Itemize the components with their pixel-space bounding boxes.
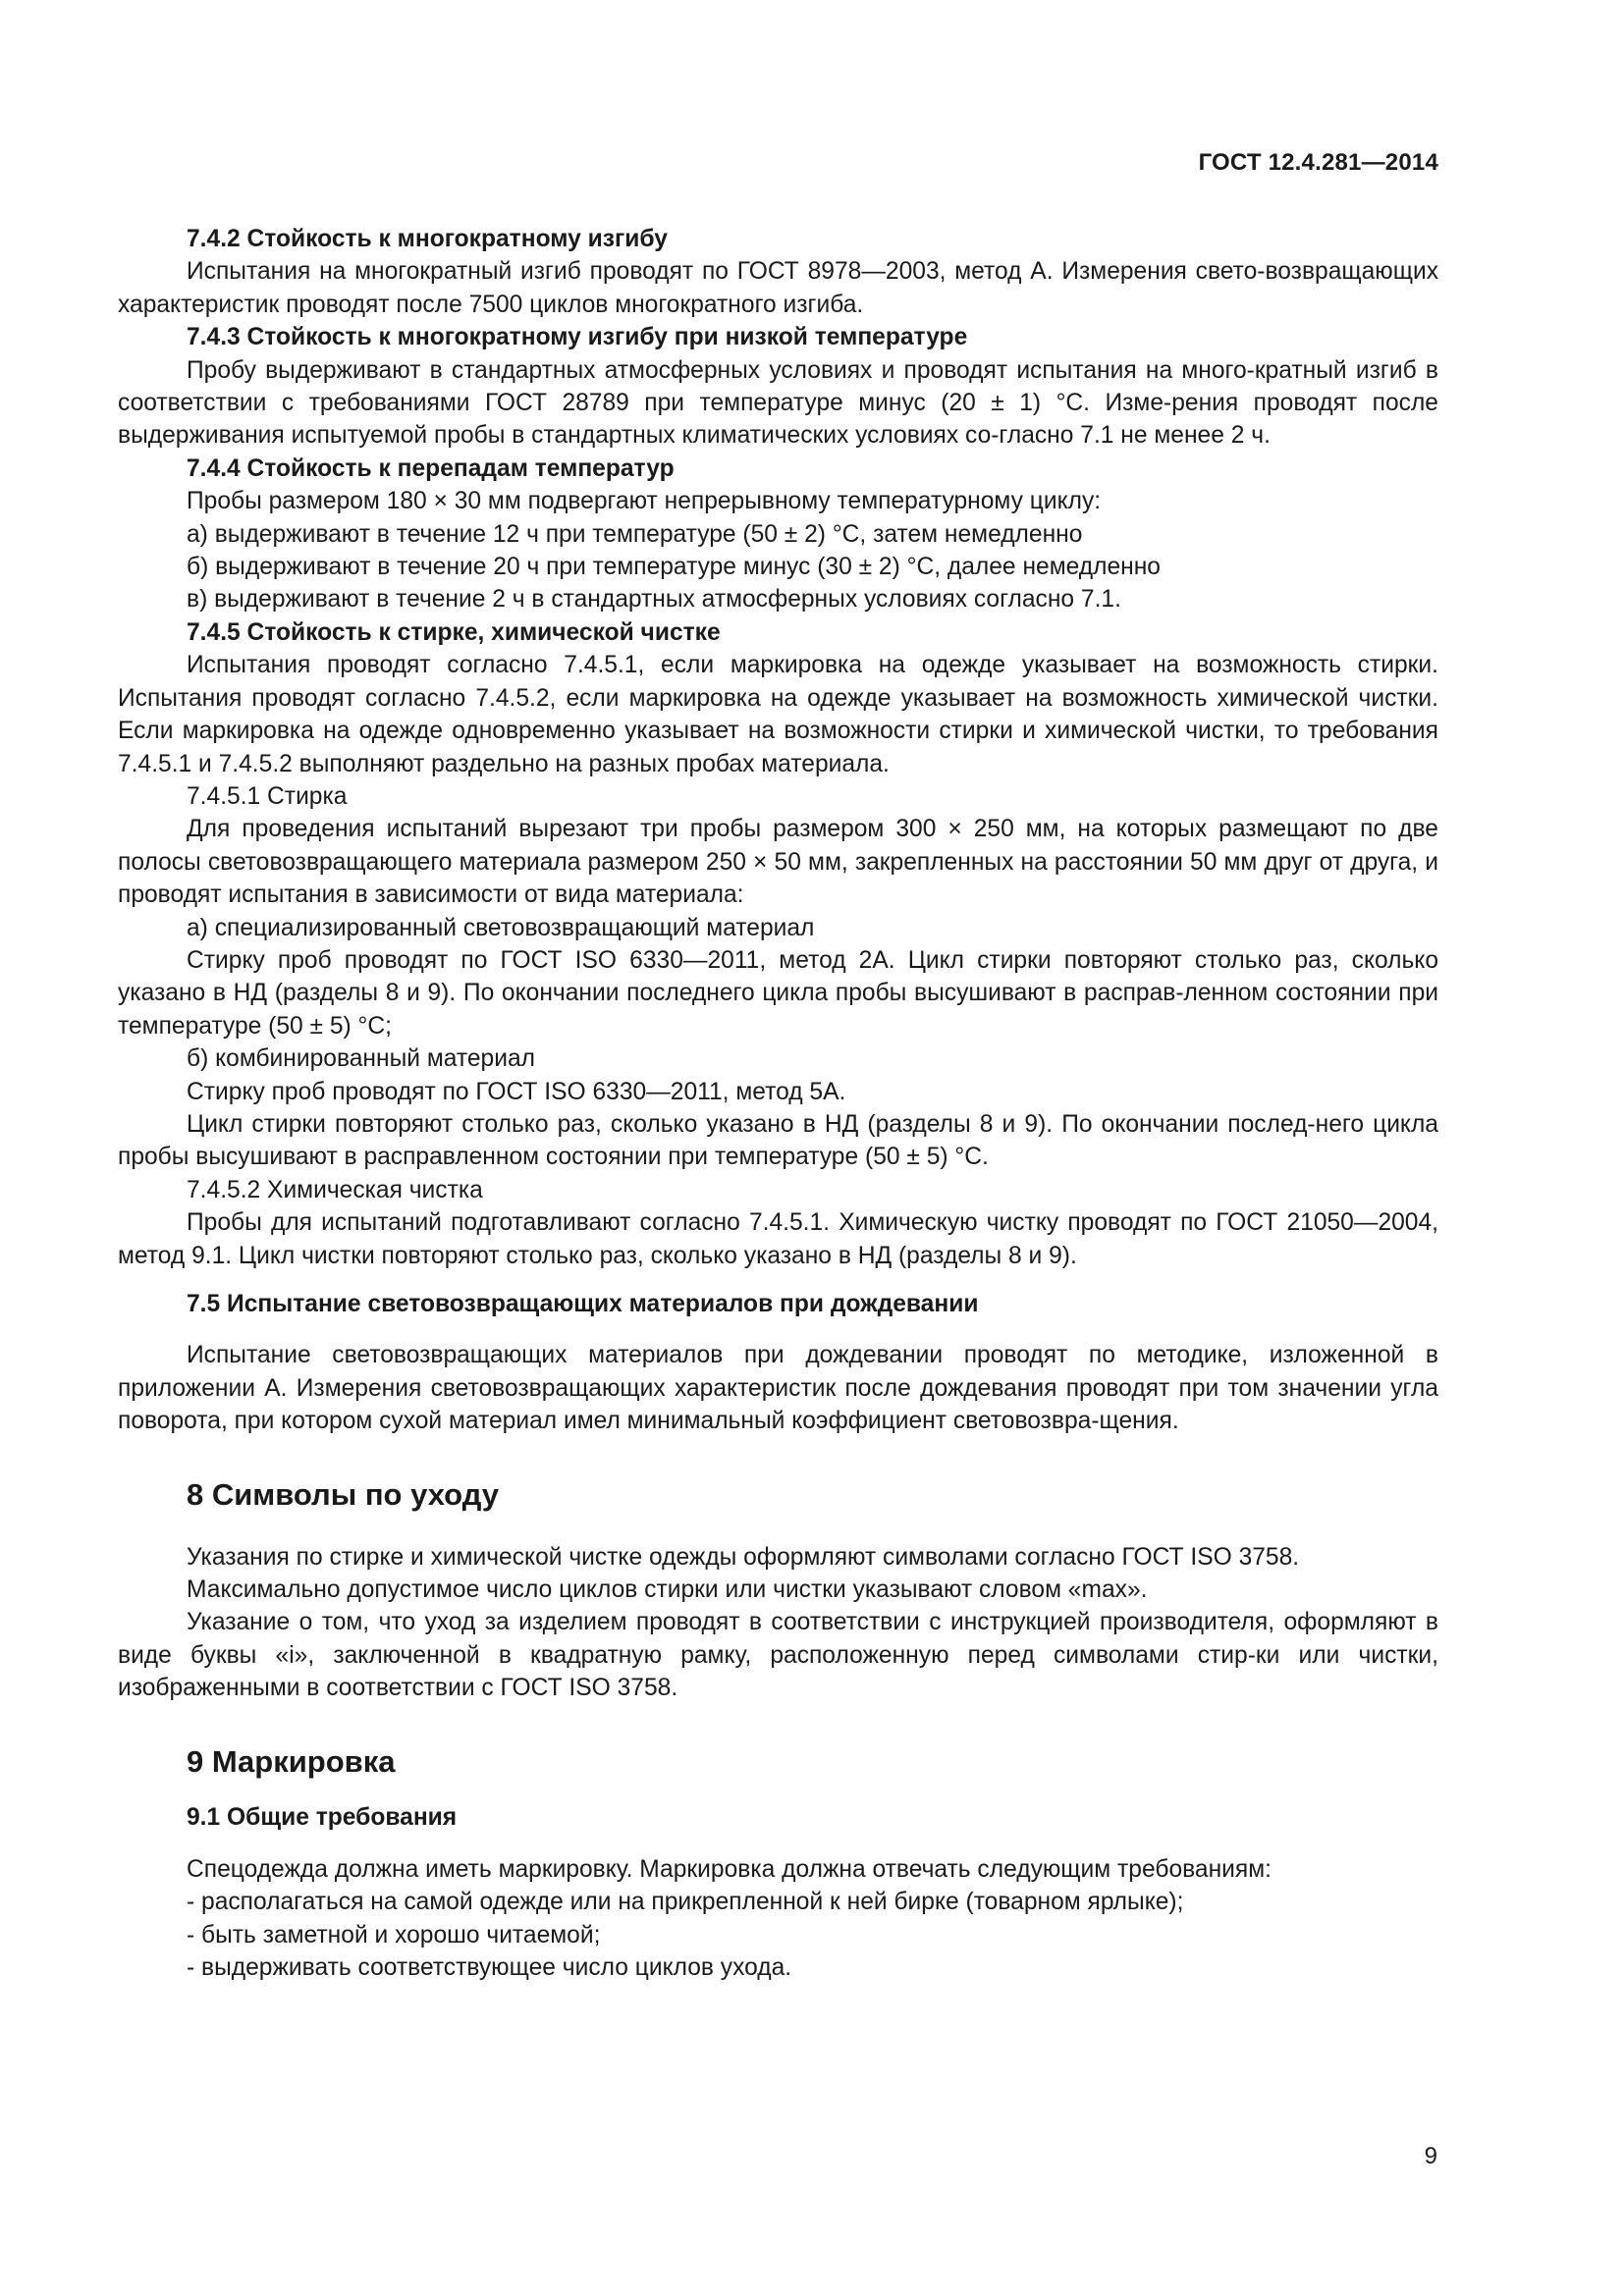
paragraph-7-4-5-1: Для проведения испытаний вырезают три пробы размером 300 × 250 мм, на которых размещают по две полосы световозвращающего материала размером 250 × 50 мм, закрепленных на расстоянии 50 мм друг от друга, и проводят испытания в зависимости от вида материала: — [118, 816, 1438, 909]
subsection-heading-7-4-5-1: 7.4.5.1 Стирка — [187, 782, 348, 810]
list-item-7-4-4-a: а) выдерживают в течение 12 ч при температуре (50 ± 2) °С, затем немедленно — [187, 520, 1083, 548]
list-item-7-4-5-1-b: б) комбинированный материал — [187, 1045, 535, 1073]
document-code-header: ГОСТ 12.4.281—2014 — [1198, 149, 1438, 176]
subsection-heading-7-4-4: 7.4.4 Стойкость к перепадам температур — [187, 454, 675, 482]
list-item-9-1-b: - быть заметной и хорошо читаемой; — [187, 1921, 601, 1949]
list-item-7-4-4-c: в) выдерживают в течение 2 ч в стандартных атмосферных условиях согласно 7.1. — [187, 586, 1121, 614]
paragraph-7-4-5-1-b-1: Стирку проб проводят по ГОСТ ISO 6330—2011, метод 5А. — [187, 1078, 846, 1105]
subsection-heading-9-1: 9.1 Общие требования — [187, 1803, 458, 1831]
paragraph-7-4-2: Испытания на многократный изгиб проводят по ГОСТ 8978—2003, метод А. Измерения свето-возвращающих характеристик проводят после 7500 циклов многократного изгиба. — [118, 258, 1438, 318]
subsection-heading-7-4-2: 7.4.2 Стойкость к многократному изгибу — [187, 226, 668, 252]
page-number: 9 — [1424, 2143, 1437, 2169]
subsection-heading-7-4-3: 7.4.3 Стойкость к многократному изгибу при низкой температуре — [187, 324, 968, 351]
paragraph-7-4-5-1-b-2: Цикл стирки повторяют столько раз, сколько указано в НД (разделы 8 и 9). По окончании послед-него цикла пробы высушивают в расправленном состоянии при температуре (50 ± 5) °С. — [118, 1110, 1438, 1171]
section-heading-7-5: 7.5 Испытание световозвращающих материалов при дождевании — [187, 1291, 979, 1317]
paragraph-7-4-3: Пробу выдерживают в стандартных атмосферных условиях и проводят испытания на много-кратный изгиб в соответствии с требованиями ГОСТ 28789 при температуре минус (20 ± 1) °С. Изме-рения проводят после выдерживания испытуемой пробы в стандартных климатических условиях со-гласно 7.1 не менее 2 ч. — [118, 356, 1438, 450]
list-item-7-4-5-1-a: а) специализированный световозвращающий материал — [187, 914, 815, 941]
section-heading-8: 8 Символы по уходу — [187, 1476, 500, 1512]
section-heading-9: 9 Маркировка — [187, 1743, 396, 1779]
paragraph-7-4-5-2: Пробы для испытаний подготавливают согласно 7.4.5.1. Химическую чистку проводят по ГОСТ 21050—2004, метод 9.1. Цикл чистки повторяют столько раз, сколько указано в НД (разделы 8 и 9). — [118, 1209, 1438, 1269]
subsection-heading-7-4-5: 7.4.5 Стойкость к стирке, химической чистке — [187, 618, 721, 646]
paragraph-8-b: Максимально допустимое число циклов стирки или чистки указывают словом «max». — [187, 1576, 1148, 1604]
paragraph-8-a: Указания по стирке и химической чистке одежды оформляют символами согласно ГОСТ ISO 3758. — [187, 1543, 1300, 1571]
list-item-7-4-4-b: б) выдерживают в течение 20 ч при температуре минус (30 ± 2) °С, далее немедленно — [187, 554, 1161, 581]
subsection-heading-7-4-5-2: 7.4.5.2 Химическая чистка — [187, 1176, 483, 1203]
list-item-9-1-a: - располагаться на самой одежде или на прикрепленной к ней бирке (товарном ярлыке); — [187, 1889, 1184, 1916]
document-body — [118, 223, 1438, 1985]
paragraph-7-5: Испытание световозвращающих материалов при дождевании проводят по методике, изложенной в приложении А. Измерения световозвращающих характеристик после дождевания проводят при том значении угла поворота, при котором сухой материал имел минимальный коэффициент световозвра-щения. — [118, 1342, 1438, 1435]
paragraph-9-1: Спецодежда должна иметь маркировку. Маркировка должна отвечать следующим требованиям: — [187, 1856, 1272, 1884]
list-item-9-1-c: - выдерживать соответствующее число циклов ухода. — [187, 1954, 792, 1982]
paragraph-8-c: Указание о том, что уход за изделием проводят в соответствии с инструкцией производителя, оформляют в виде буквы «i», заключенной в квадратную рамку, расположенную перед символами стир-ки или чистки, изображенными в соответствии с ГОСТ ISO 3758. — [118, 1609, 1438, 1702]
paragraph-7-4-5: Испытания проводят согласно 7.4.5.1, если маркировка на одежде указывает на возможность стирки. Испытания проводят согласно 7.4.5.2, если маркировка на одежде указывает на возможность химической чистки. Если маркировка на одежде одновременно указывает на возможности стирки и химической чистки, то требования 7.4.5.1 и 7.4.5.2 выполняют раздельно на разных пробах материала. — [118, 652, 1438, 777]
paragraph-7-4-5-1-a: Стирку проб проводят по ГОСТ ISO 6330—2011, метод 2А. Цикл стирки повторяют столько раз, сколько указано в НД (разделы 8 и 9). По окончании последнего цикла пробы высушивают в расправ-ленном состоянии при температуре (50 ± 5) °С; — [118, 946, 1438, 1040]
paragraph-7-4-4: Пробы размером 180 × 30 мм подвергают непрерывному температурному циклу: — [187, 488, 1102, 515]
